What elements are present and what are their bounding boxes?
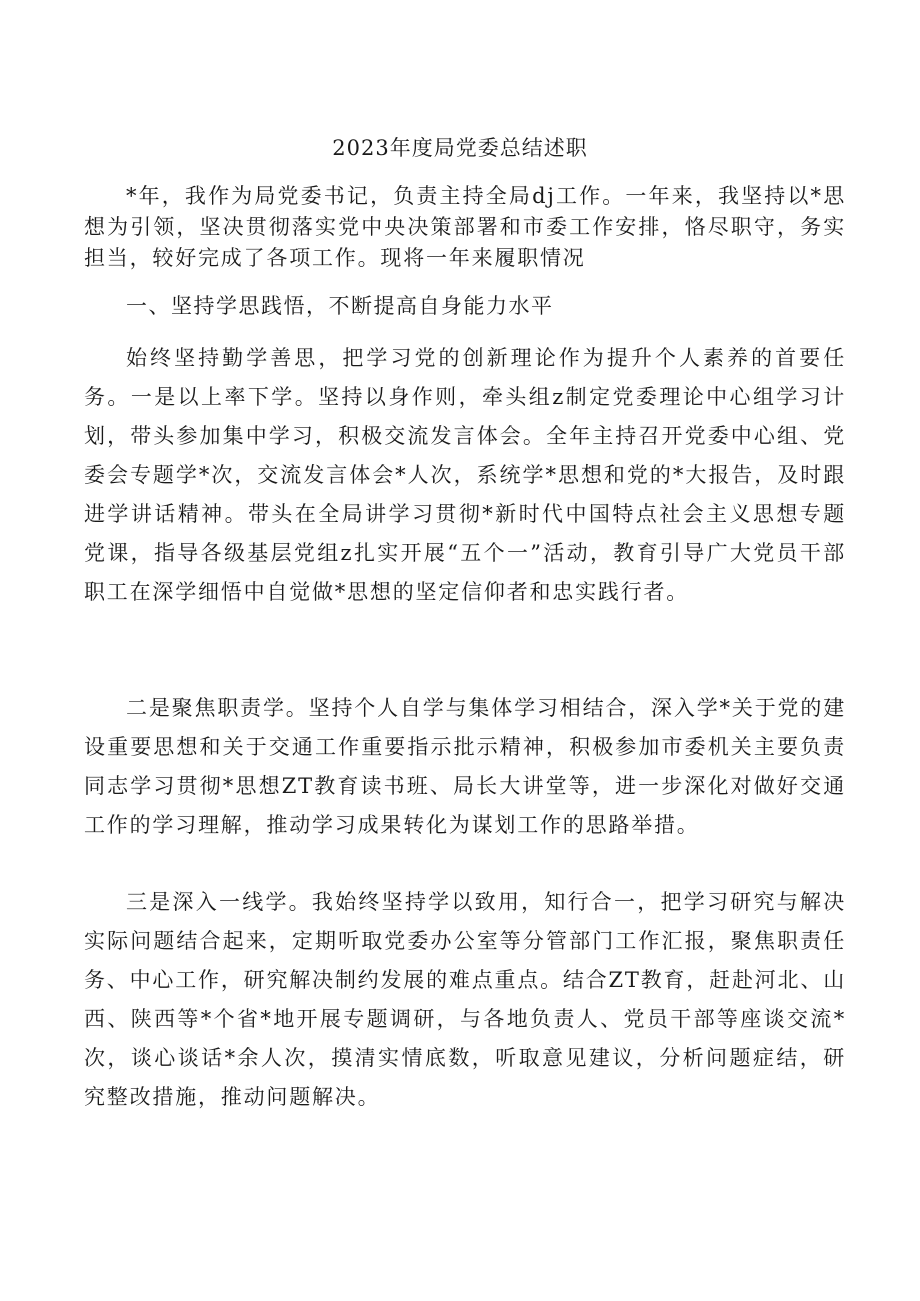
document-title: 2023年度局党委总结述职 [332,136,588,160]
body-paragraph-2: 二是聚焦职责学。坚持个人自学与集体学习相结合，深入学*关于党的建设重要思想和关于交通工作重要指示批示精神，积极参加市委机关主要负责同志学习贯彻*思想ZT教育读书班、局长大讲堂等，进一步深化对做好交通工作的学习理解，推动学习成果转化为谋划工作的思路举措。 [84,696,846,837]
intro-paragraph: *年，我作为局党委书记，负责主持全局dj工作。一年来，我坚持以*思想为引领，坚决贯彻落实党中央决策部署和市委工作安排，恪尽职守，务实担当，较好完成了各项工作。现将一年来履职情况 [84,184,846,270]
body-paragraph-1: 始终坚持勤学善思，把学习党的创新理论作为提升个人素养的首要任务。一是以上率下学。坚持以身作则，牵头组z制定党委理论中心组学习计划，带头参加集中学习，积极交流发言体会。全年主持召开党委中心组、党委会专题学*次，交流发言体会*人次，系统学*思想和党的*大报告，及时跟进学讲话精神。带头在全局讲学习贯彻*新时代中国特点社会主义思想专题党课，指导各级基层党组z扎实开展“五个一”活动，教育引导广大党员干部职工在深学细悟中自觉做*思想的坚定信仰者和忠实践行者。 [84,346,846,604]
section-heading: 一、坚持学思践悟，不断提高自身能力水平 [126,294,554,318]
body-paragraph-3: 三是深入一线学。我始终坚持学以致用，知行合一，把学习研究与解决实际问题结合起来，定期听取党委办公室等分管部门工作汇报，聚焦职责任务、中心工作，研究解决制约发展的难点重点。结合ZT教育，赶赴河北、山西、陕西等*个省*地开展专题调研，与各地负责人、党员干部等座谈交流*次，谈心谈话*余人次，摸清实情底数，听取意见建议，分析问题症结，研究整改措施，推动问题解决。 [84,890,846,1109]
